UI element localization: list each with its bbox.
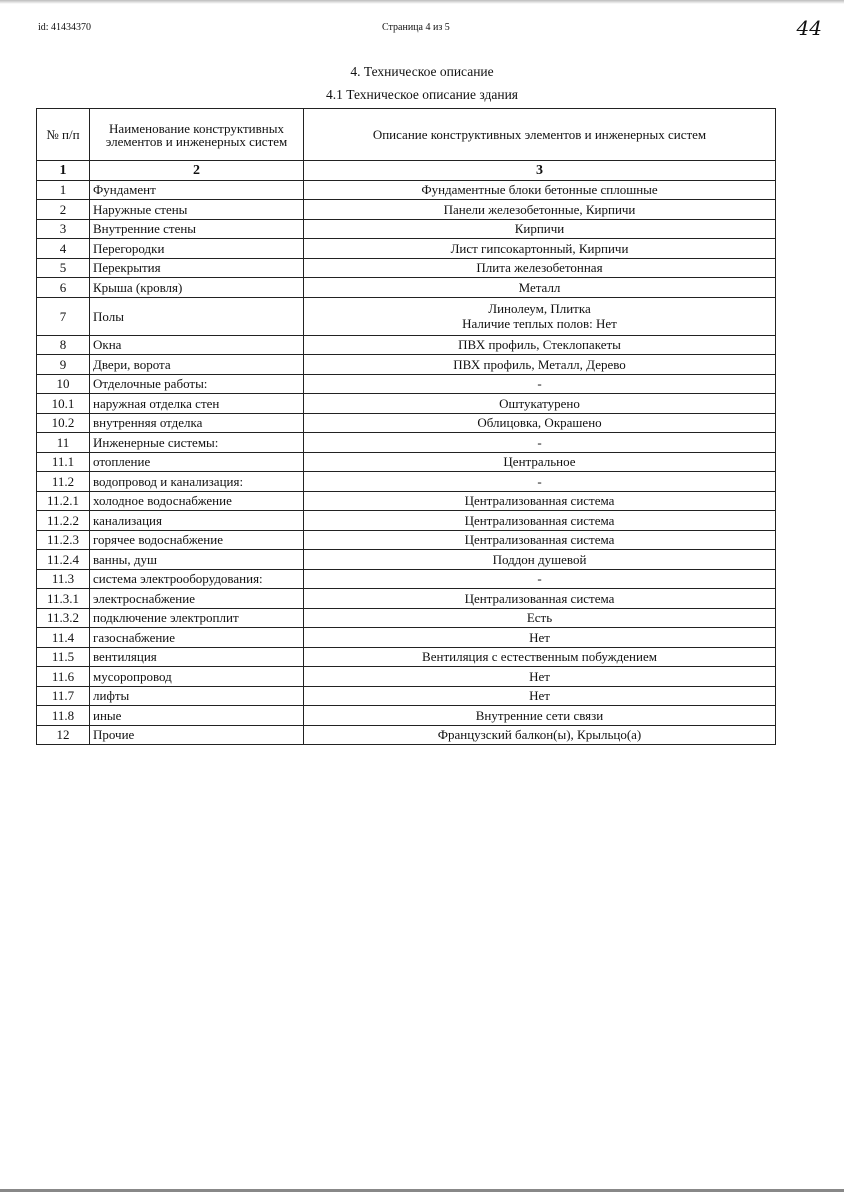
row-number-text: 11.3.2 [46, 610, 80, 626]
row-number [37, 452, 90, 472]
description-text: - [537, 376, 542, 392]
description-text: Централизованная система [464, 532, 615, 548]
page-number: Страница 4 из 5 [382, 22, 450, 33]
description-text: Централизованная система [464, 590, 615, 606]
element-name [90, 667, 304, 687]
element-name-text: горячее водоснабжение [93, 532, 223, 548]
element-description [304, 180, 776, 200]
row-number [37, 433, 90, 453]
description-text: Лист гипсокартонный, Кирпичи [450, 240, 629, 256]
row-number [37, 608, 90, 628]
description-text: Нет [529, 688, 550, 704]
element-name [90, 278, 304, 298]
row-number-text: 11 [56, 434, 70, 450]
element-name [90, 608, 304, 628]
row-number [37, 258, 90, 278]
element-name [90, 297, 304, 335]
element-name [90, 394, 304, 414]
description-text: Металл [518, 279, 561, 295]
description-text: Центральное [503, 454, 576, 470]
header-number: № п/п [37, 109, 90, 161]
element-name-text: газоснабжение [93, 629, 176, 645]
description-text: - [537, 434, 542, 450]
element-name-text: мусоропровод [93, 668, 172, 684]
table-row [37, 647, 776, 667]
description-text: - [537, 473, 542, 489]
element-name-text: ванны, душ [93, 551, 158, 567]
table-row [37, 472, 776, 492]
row-number [37, 335, 90, 355]
row-number [37, 355, 90, 375]
element-description [304, 589, 776, 609]
element-name-text: лифты [93, 688, 130, 704]
row-number [37, 511, 90, 531]
element-name [90, 413, 304, 433]
row-number [37, 589, 90, 609]
table-row [37, 374, 776, 394]
row-number [37, 413, 90, 433]
row-number [37, 550, 90, 570]
row-number [37, 394, 90, 414]
element-description [304, 667, 776, 687]
row-number [37, 569, 90, 589]
description-text: Вентиляция с естественным побуждением [422, 649, 657, 665]
element-description [304, 725, 776, 745]
element-description [304, 530, 776, 550]
row-number-text: 11.1 [51, 454, 75, 470]
row-number [37, 667, 90, 687]
row-number-text: 11.7 [51, 688, 75, 704]
row-number [37, 297, 90, 335]
element-name-text: Наружные стены [93, 201, 188, 217]
table-row [37, 550, 776, 570]
header-description: Описание конструктивных элементов и инженерных систем [304, 109, 776, 161]
row-number [37, 647, 90, 667]
table-row [37, 180, 776, 200]
element-name [90, 433, 304, 453]
row-number-text: 11.2.4 [46, 551, 80, 567]
row-number-text: 10.2 [51, 415, 75, 431]
element-name-text: электроснабжение [93, 590, 195, 606]
table-row [37, 219, 776, 239]
element-name-text: Инженерные системы: [93, 434, 219, 450]
description-text: Внутренние сети связи [475, 707, 604, 723]
row-number-text: 11.3 [51, 571, 75, 587]
column-number-row [37, 161, 776, 181]
element-name [90, 706, 304, 726]
element-name-text: Полы [93, 308, 124, 324]
table-row [37, 511, 776, 531]
element-description [304, 628, 776, 648]
element-description [304, 335, 776, 355]
row-number-text: 11.2.1 [46, 493, 80, 509]
description-text: Наличие теплых полов: Нет [462, 316, 617, 331]
table-header-row [37, 109, 776, 161]
description-text: Кирпичи [514, 221, 565, 237]
element-name-text: Крыша (кровля) [93, 279, 183, 295]
row-number [37, 686, 90, 706]
row-number-text: 4 [59, 240, 67, 256]
table-row [37, 608, 776, 628]
element-description [304, 297, 776, 335]
column-number: 3 [304, 161, 776, 181]
element-name-text: Перекрытия [93, 260, 161, 276]
element-name [90, 647, 304, 667]
element-name-text: Перегородки [93, 240, 165, 256]
element-name-text: Окна [93, 337, 122, 353]
element-name [90, 686, 304, 706]
column-number: 1 [37, 161, 90, 181]
element-description [304, 394, 776, 414]
row-number-text: 10 [56, 376, 70, 392]
element-name-text: наружная отделка стен [93, 395, 220, 411]
document-id: id: 41434370 [38, 22, 92, 33]
row-number-text: 11.2.3 [46, 532, 80, 548]
element-name-text: водопровод и канализация: [93, 473, 244, 489]
element-name-text: иные [93, 707, 122, 723]
element-name [90, 239, 304, 259]
row-number [37, 530, 90, 550]
description-text: Нет [529, 668, 550, 684]
element-name-text: Внутренние стены [93, 221, 197, 237]
row-number [37, 472, 90, 492]
element-description [304, 258, 776, 278]
element-description [304, 686, 776, 706]
table-row [37, 278, 776, 298]
element-description [304, 491, 776, 511]
element-name [90, 725, 304, 745]
description-text: Панели железобетонные, Кирпичи [443, 201, 636, 217]
row-number-text: 12 [56, 727, 70, 743]
row-number-text: 11.6 [51, 668, 75, 684]
description-text: Линолеум, Плитка [488, 301, 591, 316]
table-row [37, 394, 776, 414]
element-description [304, 608, 776, 628]
element-description [304, 219, 776, 239]
table-row [37, 297, 776, 335]
subsection-title: 4.1 Техническое описание здания [325, 87, 519, 102]
element-name [90, 452, 304, 472]
row-number [37, 239, 90, 259]
element-name-text: Отделочные работы: [93, 376, 208, 392]
row-number-text: 6 [59, 279, 67, 295]
table-row [37, 413, 776, 433]
table-row [37, 452, 776, 472]
table-row [37, 589, 776, 609]
table-row [37, 706, 776, 726]
element-name [90, 219, 304, 239]
section-title: 4. Техническое описание [350, 64, 494, 79]
row-number-text: 10.1 [51, 395, 75, 411]
element-description [304, 511, 776, 531]
row-number [37, 219, 90, 239]
table-row [37, 530, 776, 550]
row-number [37, 491, 90, 511]
description-text: Централизованная система [464, 512, 615, 528]
scan-edge [0, 1189, 844, 1192]
element-name [90, 511, 304, 531]
table-row [37, 433, 776, 453]
description-text: Централизованная система [464, 493, 615, 509]
element-description [304, 433, 776, 453]
description-text: ПВХ профиль, Стеклопакеты [458, 337, 621, 353]
description-text: Облицовка, Окрашено [477, 415, 602, 431]
element-description [304, 550, 776, 570]
row-number [37, 628, 90, 648]
table-row [37, 725, 776, 745]
row-number-text: 3 [59, 221, 67, 237]
element-name-text: система электрооборудования: [93, 571, 263, 587]
row-number [37, 374, 90, 394]
row-number-text: 9 [59, 356, 67, 372]
row-number-text: 11.2.2 [46, 512, 80, 528]
scan-edge [0, 0, 844, 4]
table-row [37, 258, 776, 278]
description-text: Фундаментные блоки бетонные сплошные [421, 182, 658, 198]
element-name-text: Фундамент [93, 182, 156, 198]
element-description [304, 413, 776, 433]
element-name [90, 258, 304, 278]
row-number-text: 11.4 [51, 629, 75, 645]
element-description [304, 472, 776, 492]
description-text: Поддон душевой [492, 551, 587, 567]
element-name [90, 530, 304, 550]
element-name [90, 374, 304, 394]
row-number [37, 725, 90, 745]
description-text: Нет [529, 629, 550, 645]
handwritten-page-number: 44 [796, 16, 822, 40]
row-number [37, 200, 90, 220]
table-row [37, 686, 776, 706]
element-description [304, 355, 776, 375]
row-number-text: 2 [59, 201, 67, 217]
element-name [90, 550, 304, 570]
element-description [304, 200, 776, 220]
description-text: - [537, 571, 542, 587]
row-number-text: 7 [59, 308, 67, 324]
table-row [37, 239, 776, 259]
element-description [304, 278, 776, 298]
description-text: Оштукатурено [499, 395, 580, 411]
element-name-text: холодное водоснабжение [93, 493, 232, 509]
row-number [37, 706, 90, 726]
element-name [90, 472, 304, 492]
row-number [37, 180, 90, 200]
table-row [37, 355, 776, 375]
element-description [304, 647, 776, 667]
description-text: ПВХ профиль, Металл, Дерево [453, 356, 626, 372]
description-text: Есть [526, 610, 553, 626]
element-name-text: канализация [93, 512, 162, 528]
row-number-text: 11.2 [51, 473, 75, 489]
row-number [37, 278, 90, 298]
element-name [90, 180, 304, 200]
table-row [37, 628, 776, 648]
row-number-text: 11.3.1 [46, 590, 80, 606]
element-name [90, 335, 304, 355]
table-row [37, 335, 776, 355]
row-number-text: 11.8 [51, 707, 75, 723]
header-element-name: Наименование конструктивных элементов и инженерных систем [90, 109, 304, 161]
element-name [90, 569, 304, 589]
element-description [304, 239, 776, 259]
description-text: Плита железобетонная [476, 260, 603, 276]
element-description [304, 569, 776, 589]
row-number-text: 5 [59, 260, 67, 276]
technical-description-table [36, 108, 776, 745]
element-name [90, 491, 304, 511]
element-name-text: Двери, ворота [93, 356, 171, 372]
table-row [37, 200, 776, 220]
row-number-text: 1 [59, 182, 67, 198]
column-number: 2 [90, 161, 304, 181]
table-row [37, 569, 776, 589]
element-description [304, 374, 776, 394]
element-name-text: отопление [93, 454, 151, 470]
element-name-text: вентиляция [93, 649, 157, 665]
table-row [37, 491, 776, 511]
element-description [304, 706, 776, 726]
row-number-text: 11.5 [51, 649, 75, 665]
description-text: Французский балкон(ы), Крыльцо(а) [437, 727, 642, 743]
element-description [304, 452, 776, 472]
element-name-text: Прочие [93, 727, 135, 743]
element-name [90, 355, 304, 375]
element-name [90, 628, 304, 648]
element-name-text: внутренняя отделка [93, 415, 203, 431]
row-number-text: 8 [59, 337, 67, 353]
table-row [37, 667, 776, 687]
element-name-text: подключение электроплит [93, 610, 239, 626]
element-name [90, 200, 304, 220]
element-name [90, 589, 304, 609]
